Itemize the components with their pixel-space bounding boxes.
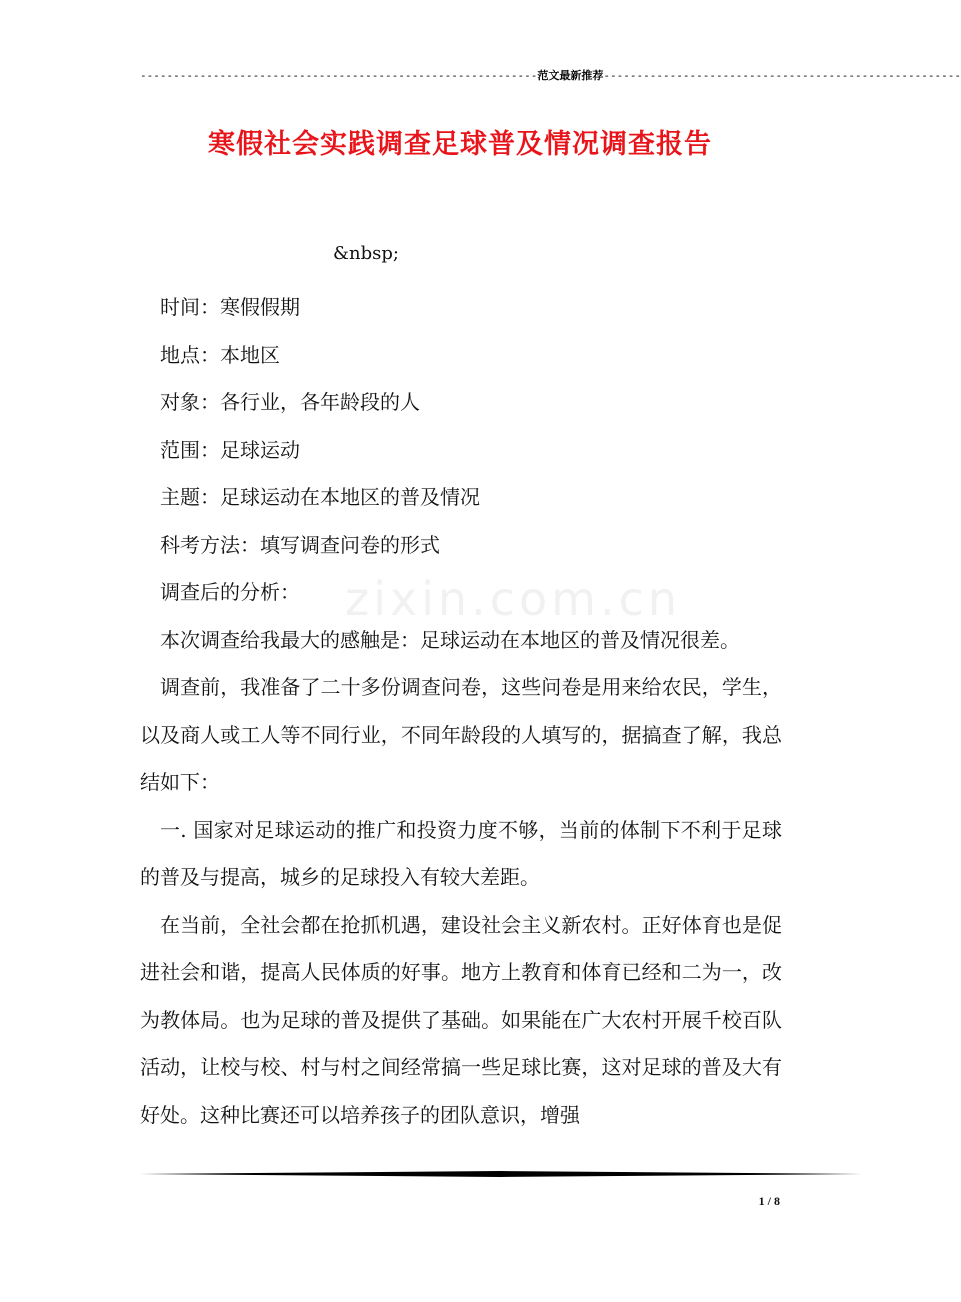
- page-header: [140, 68, 961, 84]
- document-body: [140, 284, 782, 1139]
- paragraph-time: 时间：寒假假期: [160, 295, 300, 319]
- paragraph-location: 地点：本地区: [160, 342, 280, 367]
- document-title: 寒假社会实践调查足球普及情况调查报告: [208, 129, 712, 160]
- paragraph-topic: 主题：足球运动在本地区的普及情况: [160, 485, 480, 509]
- footer-rule: [140, 1171, 862, 1177]
- paragraph-impression: 本次调查给我最大的感触是：足球运动在本地区的普及情况很差。: [160, 627, 740, 652]
- header-dashes-right: ------------------------------------------------------: [603, 69, 961, 82]
- watermark-text: zixin.com.cn: [345, 572, 682, 626]
- header-label: 范文最新推荐: [537, 69, 604, 82]
- paragraph-analysis-heading: 调查后的分析：: [160, 580, 300, 604]
- header-dashes-left: ------------------------------------------------------------: [140, 69, 538, 82]
- nbsp-literal: &nbsp;: [333, 243, 399, 264]
- paragraph-scope: 范围：足球运动: [160, 437, 300, 462]
- paragraph-current: 在当前，全社会都在抢抓机遇，建设社会主义新农村。正好体育也是促进社会和谐，提高人民体质的好事。地方上教育和体育已经和二为一，改为教体局。也为足球的普及提供了基础。如果能在广大农村开展千校百队活动，让校与校、村与村之间经常搞一些足球比赛，这对足球的普及大有好处。这种比赛还可以培养孩子的团队意识，增强: [140, 912, 782, 1127]
- page-number: 1 / 8: [758, 1194, 780, 1208]
- paragraph-subjects: 对象：各行业，各年龄段的人: [160, 390, 420, 414]
- paragraph-point-one: 一. 国家对足球运动的推广和投资力度不够，当前的体制下不利于足球的普及与提高，城乡的足球投入有较大差距。: [140, 817, 782, 889]
- paragraph-preparation: 调查前，我准备了二十多份调查问卷，这些问卷是用来给农民，学生，以及商人或工人等不同行业，不同年龄段的人填写的，据搞查了解，我总结如下：: [140, 675, 782, 794]
- paragraph-method: 科考方法：填写调查问卷的形式: [160, 532, 440, 557]
